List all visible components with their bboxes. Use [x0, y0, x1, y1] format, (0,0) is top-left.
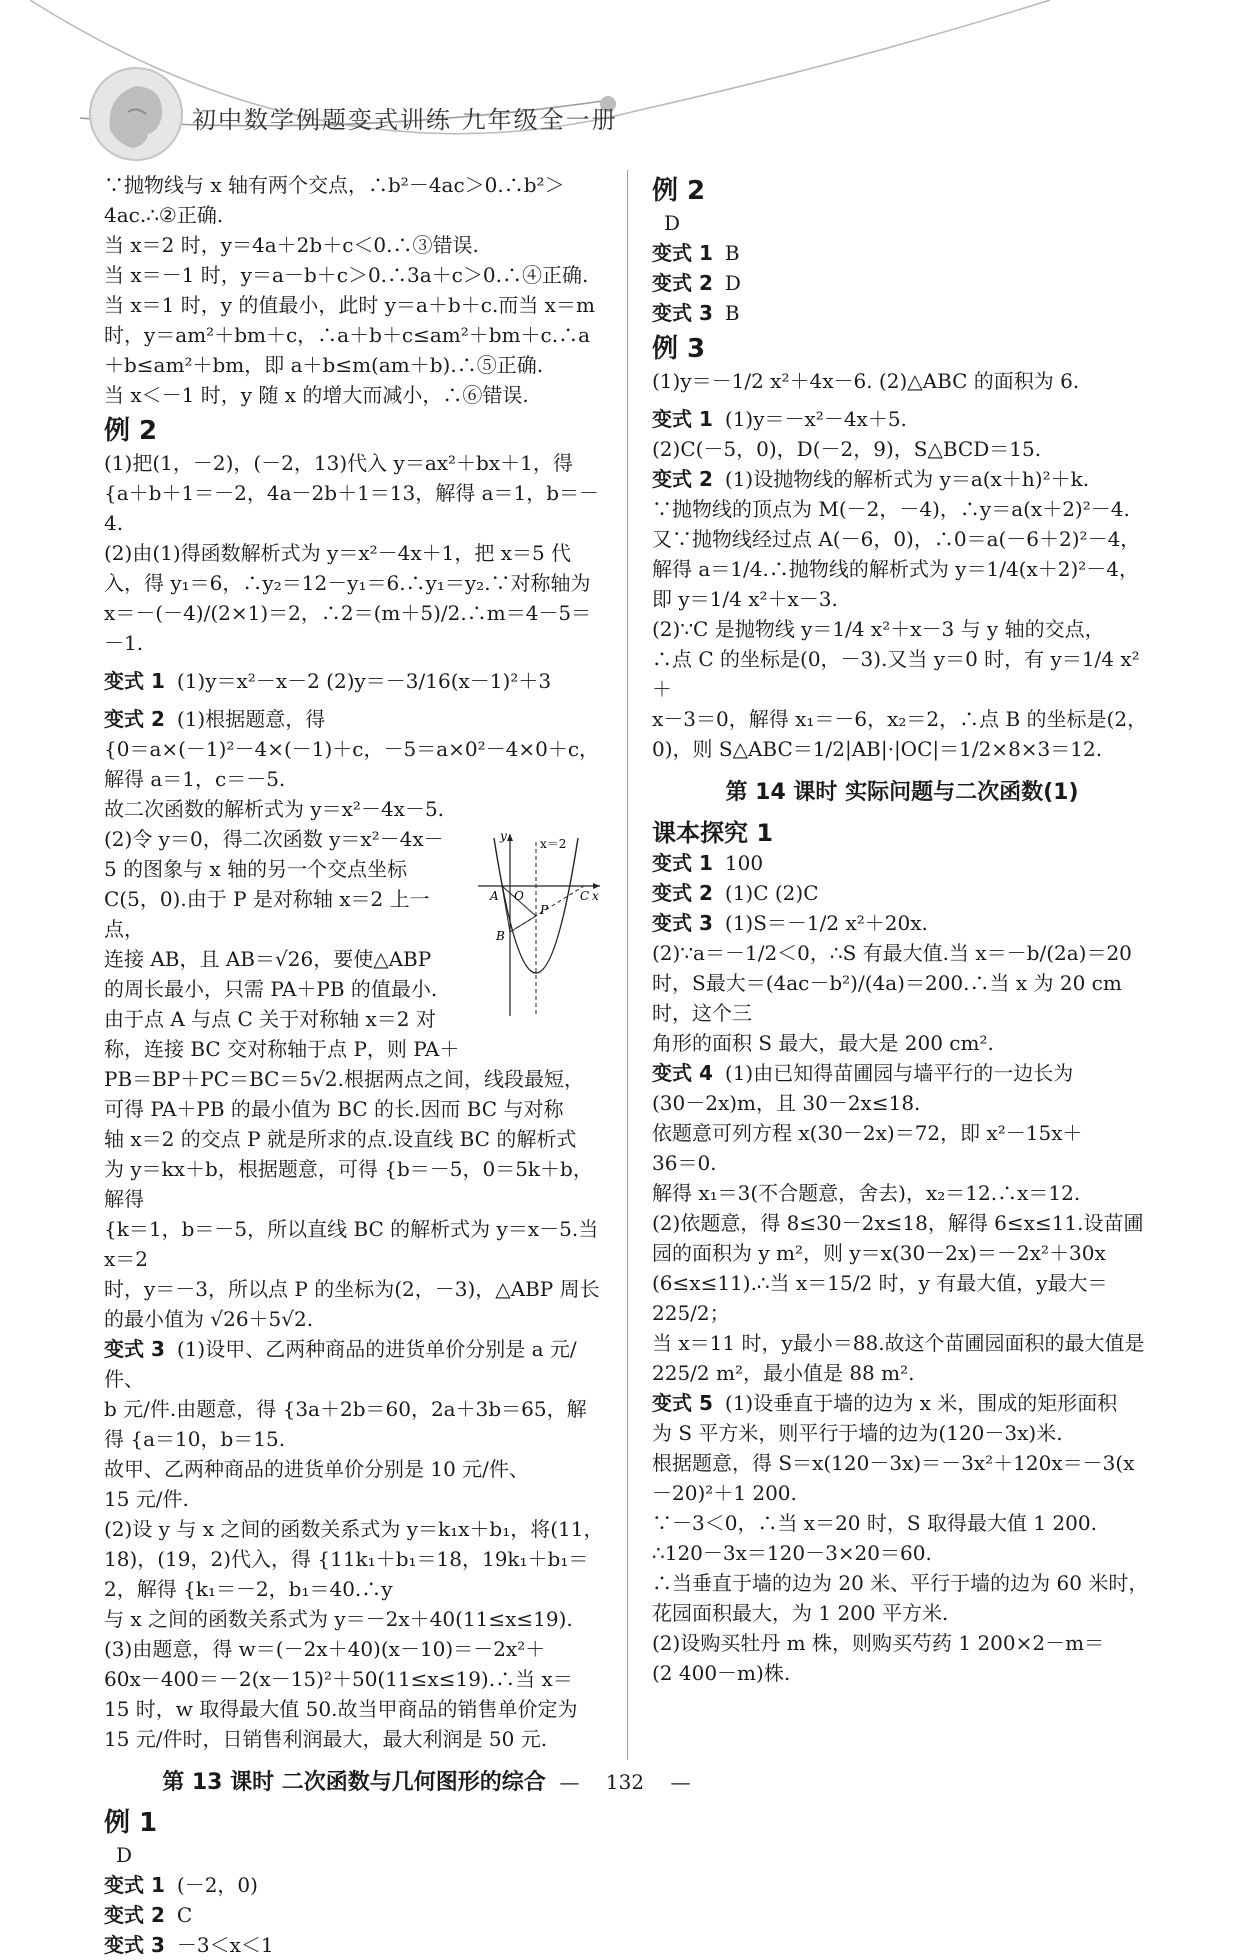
- answer-text: D: [664, 211, 681, 235]
- example-1-heading: 例 1: [104, 1808, 158, 1838]
- text-line: ∴当垂直于墙的边为 20 米、平行于墙的边为 60 米时，: [652, 1571, 1149, 1595]
- text-line: (1)把(1，－2)，(－2，13)代入 y＝ax²＋bx＋1，得: [104, 451, 573, 475]
- variant-label: 变式 2: [652, 467, 713, 491]
- answer-text: C: [176, 1903, 193, 1927]
- label-c: C: [580, 889, 590, 903]
- variant-label: 变式 3: [104, 1933, 165, 1957]
- text-line: 根据题意，得 S＝x(120－3x)＝－3x²＋120x＝－3(x: [652, 1451, 1135, 1475]
- text-line: (3)由题意，得 w＝(－2x＋40)(x－10)＝－2x²＋: [104, 1637, 546, 1661]
- text-line: 时，y＝am²＋bm＋c，∴a＋b＋c≤am²＋bm＋c.∴a: [104, 323, 591, 347]
- text-line: 当 x＝2 时，y＝4a＋2b＋c＜0.∴③错误.: [104, 233, 479, 257]
- text-line: 为 S 平方米，则平行于墙的边为(120－3x)米.: [652, 1421, 1063, 1445]
- text-line: ＋b≤am²＋bm，即 a＋b≤m(am＋b).∴⑤正确.: [104, 353, 544, 377]
- text-line: 18)，(19，2)代入，得 {11k₁＋b₁＝18，19k₁＋b₁＝2，解得 {k₁＝－2，b₁＝40.∴y: [104, 1547, 589, 1601]
- text-line: 与 x 之间的函数关系式为 y＝－2x＋40(11≤x≤19).: [104, 1607, 573, 1631]
- variant-label: 变式 5: [652, 1391, 713, 1415]
- variant-label: 变式 1: [104, 1873, 165, 1897]
- text-line: (2)依题意，得 8≤30－2x≤18，解得 6≤x≤11.设苗圃: [652, 1211, 1144, 1235]
- text-line: 入，得 y₁＝6，∴y₂＝12－y₁＝6.∴y₁＝y₂.∵对称轴为: [104, 571, 591, 595]
- text-line: 故二次函数的解析式为 y＝x²－4x－5.: [104, 797, 445, 821]
- text-line: x－3＝0，解得 x₁＝－6，x₂＝2，∴点 B 的坐标是(2，: [652, 707, 1148, 731]
- variant-label: 变式 3: [652, 301, 713, 325]
- answer-text: (1)C (2)C: [724, 881, 819, 905]
- text-line: －20)²＋1 200.: [652, 1481, 797, 1505]
- text-line: (1)由已知得苗圃园与墙平行的一边长为: [724, 1061, 1074, 1085]
- text-line: 为 y＝kx＋b，根据题意，可得 {b＝－5，0＝5k＋b，解得: [104, 1157, 593, 1211]
- right-column: [652, 170, 1152, 1688]
- text-line: 15 元/件.: [104, 1487, 189, 1511]
- text-line: 又∵抛物线经过点 A(－6，0)，∴0＝a(－6＋2)²－4，: [652, 527, 1141, 551]
- answer-text: D: [116, 1843, 133, 1867]
- answer-row: [104, 1840, 604, 1870]
- left-column: [104, 170, 604, 1960]
- text-line: 解得 x₁＝3(不合题意，舍去)，x₂＝12.∴x＝12.: [652, 1181, 1081, 1205]
- text-line: 花园面积最大，为 1 200 平方米.: [652, 1601, 949, 1625]
- text-line: 15 元/件时，日销售利润最大，最大利润是 50 元.: [104, 1727, 548, 1751]
- text-line: 60x－400＝－2(x－15)²＋50(11≤x≤19).∴当 x＝: [104, 1667, 573, 1691]
- text-line: 225/2 m²，最小值是 88 m².: [652, 1361, 915, 1385]
- text-line: (2)令 y＝0，得二次函数 y＝x²－4x－: [104, 827, 444, 851]
- answer-row: [652, 208, 1152, 238]
- label-b: B: [496, 929, 505, 943]
- textbook-explore-heading: 课本探究 1: [652, 819, 774, 847]
- variant-label: 变式 3: [104, 1337, 165, 1361]
- answer-row: [104, 1900, 604, 1930]
- answer-row: [652, 878, 1152, 908]
- text-line: (6≤x≤11).∴当 x＝15/2 时，y 有最大值，y最大＝225/2；: [652, 1271, 1108, 1325]
- example-2-heading: 例 2: [104, 416, 158, 446]
- text-line: 园的面积为 y m²，则 y＝x(30－2x)＝－2x²＋30x: [652, 1241, 1106, 1265]
- column-divider: [627, 170, 628, 1760]
- text-line: 36＝0.: [652, 1151, 717, 1175]
- answer-text: D: [724, 271, 741, 295]
- variant-3: [104, 1334, 604, 1754]
- variant-label: 变式 2: [652, 271, 713, 295]
- label-axis: x＝2: [540, 837, 567, 851]
- page-number: 132: [605, 1770, 645, 1794]
- answer-text: 100: [724, 851, 764, 875]
- text-line: C(5，0).由于 P 是对称轴 x＝2 上一点，: [104, 887, 430, 941]
- text-line: {0＝a×(－1)²－4×(－1)＋c，－5＝a×0²－4×0＋c，解得 a＝1，c＝－5.: [104, 737, 600, 791]
- text-line: 当 x＝1 时，y 的值最小，此时 y＝a＋b＋c.而当 x＝m: [104, 293, 595, 317]
- text-line: (1)y＝－x²－4x＋5.: [724, 407, 907, 431]
- text-line: 即 y＝1/4 x²＋x－3.: [652, 587, 838, 611]
- variant-label: 变式 1: [104, 669, 165, 693]
- text-line: (2)∵a＝－1/2＜0，∴S 有最大值.当 x＝－b/(2a)＝20: [652, 941, 1132, 965]
- text-line: ∴点 C 的坐标是(0，－3).又当 y＝0 时，有 y＝1/4 x²＋: [652, 647, 1140, 701]
- example-2-heading: 例 2: [652, 176, 706, 206]
- text-line: (1)设垂直于墙的边为 x 米，围成的矩形面积: [724, 1391, 1118, 1415]
- text-line: 连接 AB，且 AB＝√26，要使△ABP: [104, 947, 432, 971]
- variant-text: (1)y＝x²－x－2 (2)y＝－3/16(x－1)²＋3: [176, 669, 552, 693]
- answer-row: [652, 848, 1152, 878]
- text-line: 0)，则 S△ABC＝1/2|AB|·|OC|＝1/2×8×3＝12.: [652, 737, 1103, 761]
- text-line: 5 的图象与 x 轴的另一个交点坐标: [104, 857, 408, 881]
- variant-label: 变式 4: [652, 1061, 713, 1085]
- header-arc: [0, 0, 1250, 160]
- text-line: {a＋b＋1＝－2，4a－2b＋1＝13，解得 a＝1，b＝－4.: [104, 481, 600, 535]
- text-line: (1)S＝－1/2 x²＋20x.: [724, 911, 928, 935]
- text-line: (2 400－m)株.: [652, 1661, 791, 1685]
- footer-dash-right: —: [670, 1770, 691, 1794]
- variant-label: 变式 2: [652, 881, 713, 905]
- text-line: (2)∵C 是抛物线 y＝1/4 x²＋x－3 与 y 轴的交点，: [652, 617, 1105, 641]
- label-y: y: [500, 829, 507, 843]
- text-line: 角形的面积 S 最大，最大是 200 cm².: [652, 1031, 994, 1055]
- text-line: (1)y＝－1/2 x²＋4x－6. (2)△ABC 的面积为 6.: [652, 369, 1080, 393]
- example-3-heading: 例 3: [652, 334, 706, 364]
- answer-text: －3＜x＜1: [176, 1933, 274, 1957]
- text-line: ∵－3＜0，∴当 x＝20 时，S 取得最大值 1 200.: [652, 1511, 1097, 1535]
- answer-row: [652, 238, 1152, 268]
- avatar-logo-icon: [88, 66, 184, 162]
- variant-label: 变式 3: [652, 911, 713, 935]
- lesson-13-title: 第 13 课时 二次函数与几何图形的综合: [162, 1770, 546, 1795]
- answer-row: [104, 1870, 604, 1900]
- text-line: 可得 PA＋PB 的最小值为 BC 的长.因而 BC 与对称: [104, 1097, 564, 1121]
- text-line: 称，连接 BC 交对称轴于点 P，则 PA＋: [104, 1037, 460, 1061]
- text-line: 依题意可列方程 x(30－2x)＝72，即 x²－15x＋: [652, 1121, 1083, 1145]
- answer-text: B: [724, 241, 740, 265]
- text-line: (2)设购买牡丹 m 株，则购买芍药 1 200×2－m＝: [652, 1631, 1105, 1655]
- intro-block: [104, 170, 604, 410]
- answer-text: B: [724, 301, 740, 325]
- text-line: 的周长最小，只需 PA＋PB 的值最小.: [104, 977, 438, 1001]
- variant-label: 变式 1: [652, 241, 713, 265]
- answer-row: [652, 268, 1152, 298]
- parabola-graph: [474, 828, 604, 1018]
- text-line: ∴120－3x＝120－3×20＝60.: [652, 1541, 932, 1565]
- text-line: 当 x＜－1 时，y 随 x 的增大而减小，∴⑥错误.: [104, 383, 529, 407]
- label-o: O: [514, 889, 524, 903]
- text-line: 15 时，w 取得最大值 50.故当甲商品的销售单价定为: [104, 1697, 578, 1721]
- label-a: A: [490, 889, 499, 903]
- text-line: 故甲、乙两种商品的进货单价分别是 10 元/件、: [104, 1457, 529, 1481]
- text-line: 解得 a＝1/4.∴抛物线的解析式为 y＝1/4(x＋2)²－4，: [652, 557, 1140, 581]
- variant-label: 变式 2: [104, 1903, 165, 1927]
- label-p: P: [540, 903, 549, 917]
- label-x: x: [592, 889, 599, 903]
- text-line: 当 x＝－1 时，y＝a－b＋c＞0.∴3a＋c＞0.∴④正确.: [104, 263, 589, 287]
- text-line: PB＝BP＋PC＝BC＝5√2.根据两点之间，线段最短，: [104, 1067, 584, 1091]
- answer-text: (－2，0): [176, 1873, 258, 1897]
- text-line: 时，S最大＝(4ac－b²)/(4a)＝200.∴当 x 为 20 cm 时，这个三: [652, 971, 1122, 1025]
- text-line: 4ac.∴②正确.: [104, 203, 224, 227]
- text-line: 轴 x＝2 的交点 P 就是所求的点.设直线 BC 的解析式: [104, 1127, 577, 1151]
- text-line: (1)设抛物线的解析式为 y＝a(x＋h)²＋k.: [724, 467, 1090, 491]
- text-line: ∵抛物线的顶点为 M(－2，－4)，∴y＝a(x＋2)²－4.: [652, 497, 1130, 521]
- text-line: (2)设 y 与 x 之间的函数关系式为 y＝k₁x＋b₁，将(11，: [104, 1517, 604, 1541]
- text-line: 的最小值为 √26＋5√2.: [104, 1307, 314, 1331]
- text-line: (2)C(－5，0)，D(－2，9)，S△BCD＝15.: [652, 437, 1042, 461]
- page-footer: [0, 1770, 1250, 1794]
- variant-2: [104, 704, 604, 1334]
- footer-dash-left: —: [559, 1770, 580, 1794]
- text-line: b 元/件.由题意，得 {3a＋2b＝60，2a＋3b＝65，解得 {a＝10，b＝15.: [104, 1397, 587, 1451]
- text-line: (1)根据题意，得: [176, 707, 326, 731]
- text-line: x＝－(－4)/(2×1)＝2，∴2＝(m＋5)/2.∴m＝4－5＝－1.: [104, 601, 592, 655]
- text-line: (1)设甲、乙两种商品的进货单价分别是 a 元/件、: [104, 1337, 577, 1391]
- variant-1: [104, 666, 604, 696]
- variant-label: 变式 1: [652, 407, 713, 431]
- answer-row: [652, 298, 1152, 328]
- answer-row: [104, 1930, 604, 1960]
- text-line: {k＝1，b＝－5，所以直线 BC 的解析式为 y＝x－5.当 x＝2: [104, 1217, 599, 1271]
- lesson-14-title: 第 14 课时 实际问题与二次函数(1): [725, 780, 1079, 805]
- header-title: 初中数学例题变式训练 九年级全一册: [192, 106, 618, 134]
- text-line: (30－2x)m，且 30－2x≤18.: [652, 1091, 921, 1115]
- text-line: (2)由(1)得函数解析式为 y＝x²－4x＋1，把 x＝5 代: [104, 541, 572, 565]
- text-line: 由于点 A 与点 C 关于对称轴 x＝2 对: [104, 1007, 436, 1031]
- variant-label: 变式 2: [104, 707, 165, 731]
- text-line: ∵抛物线与 x 轴有两个交点，∴b²－4ac＞0.∴b²＞: [104, 173, 565, 197]
- text-line: 当 x＝11 时，y最小＝88.故这个苗圃园面积的最大值是: [652, 1331, 1145, 1355]
- variant-label: 变式 1: [652, 851, 713, 875]
- text-line: 时，y＝－3，所以点 P 的坐标为(2，－3)，△ABP 周长: [104, 1277, 600, 1301]
